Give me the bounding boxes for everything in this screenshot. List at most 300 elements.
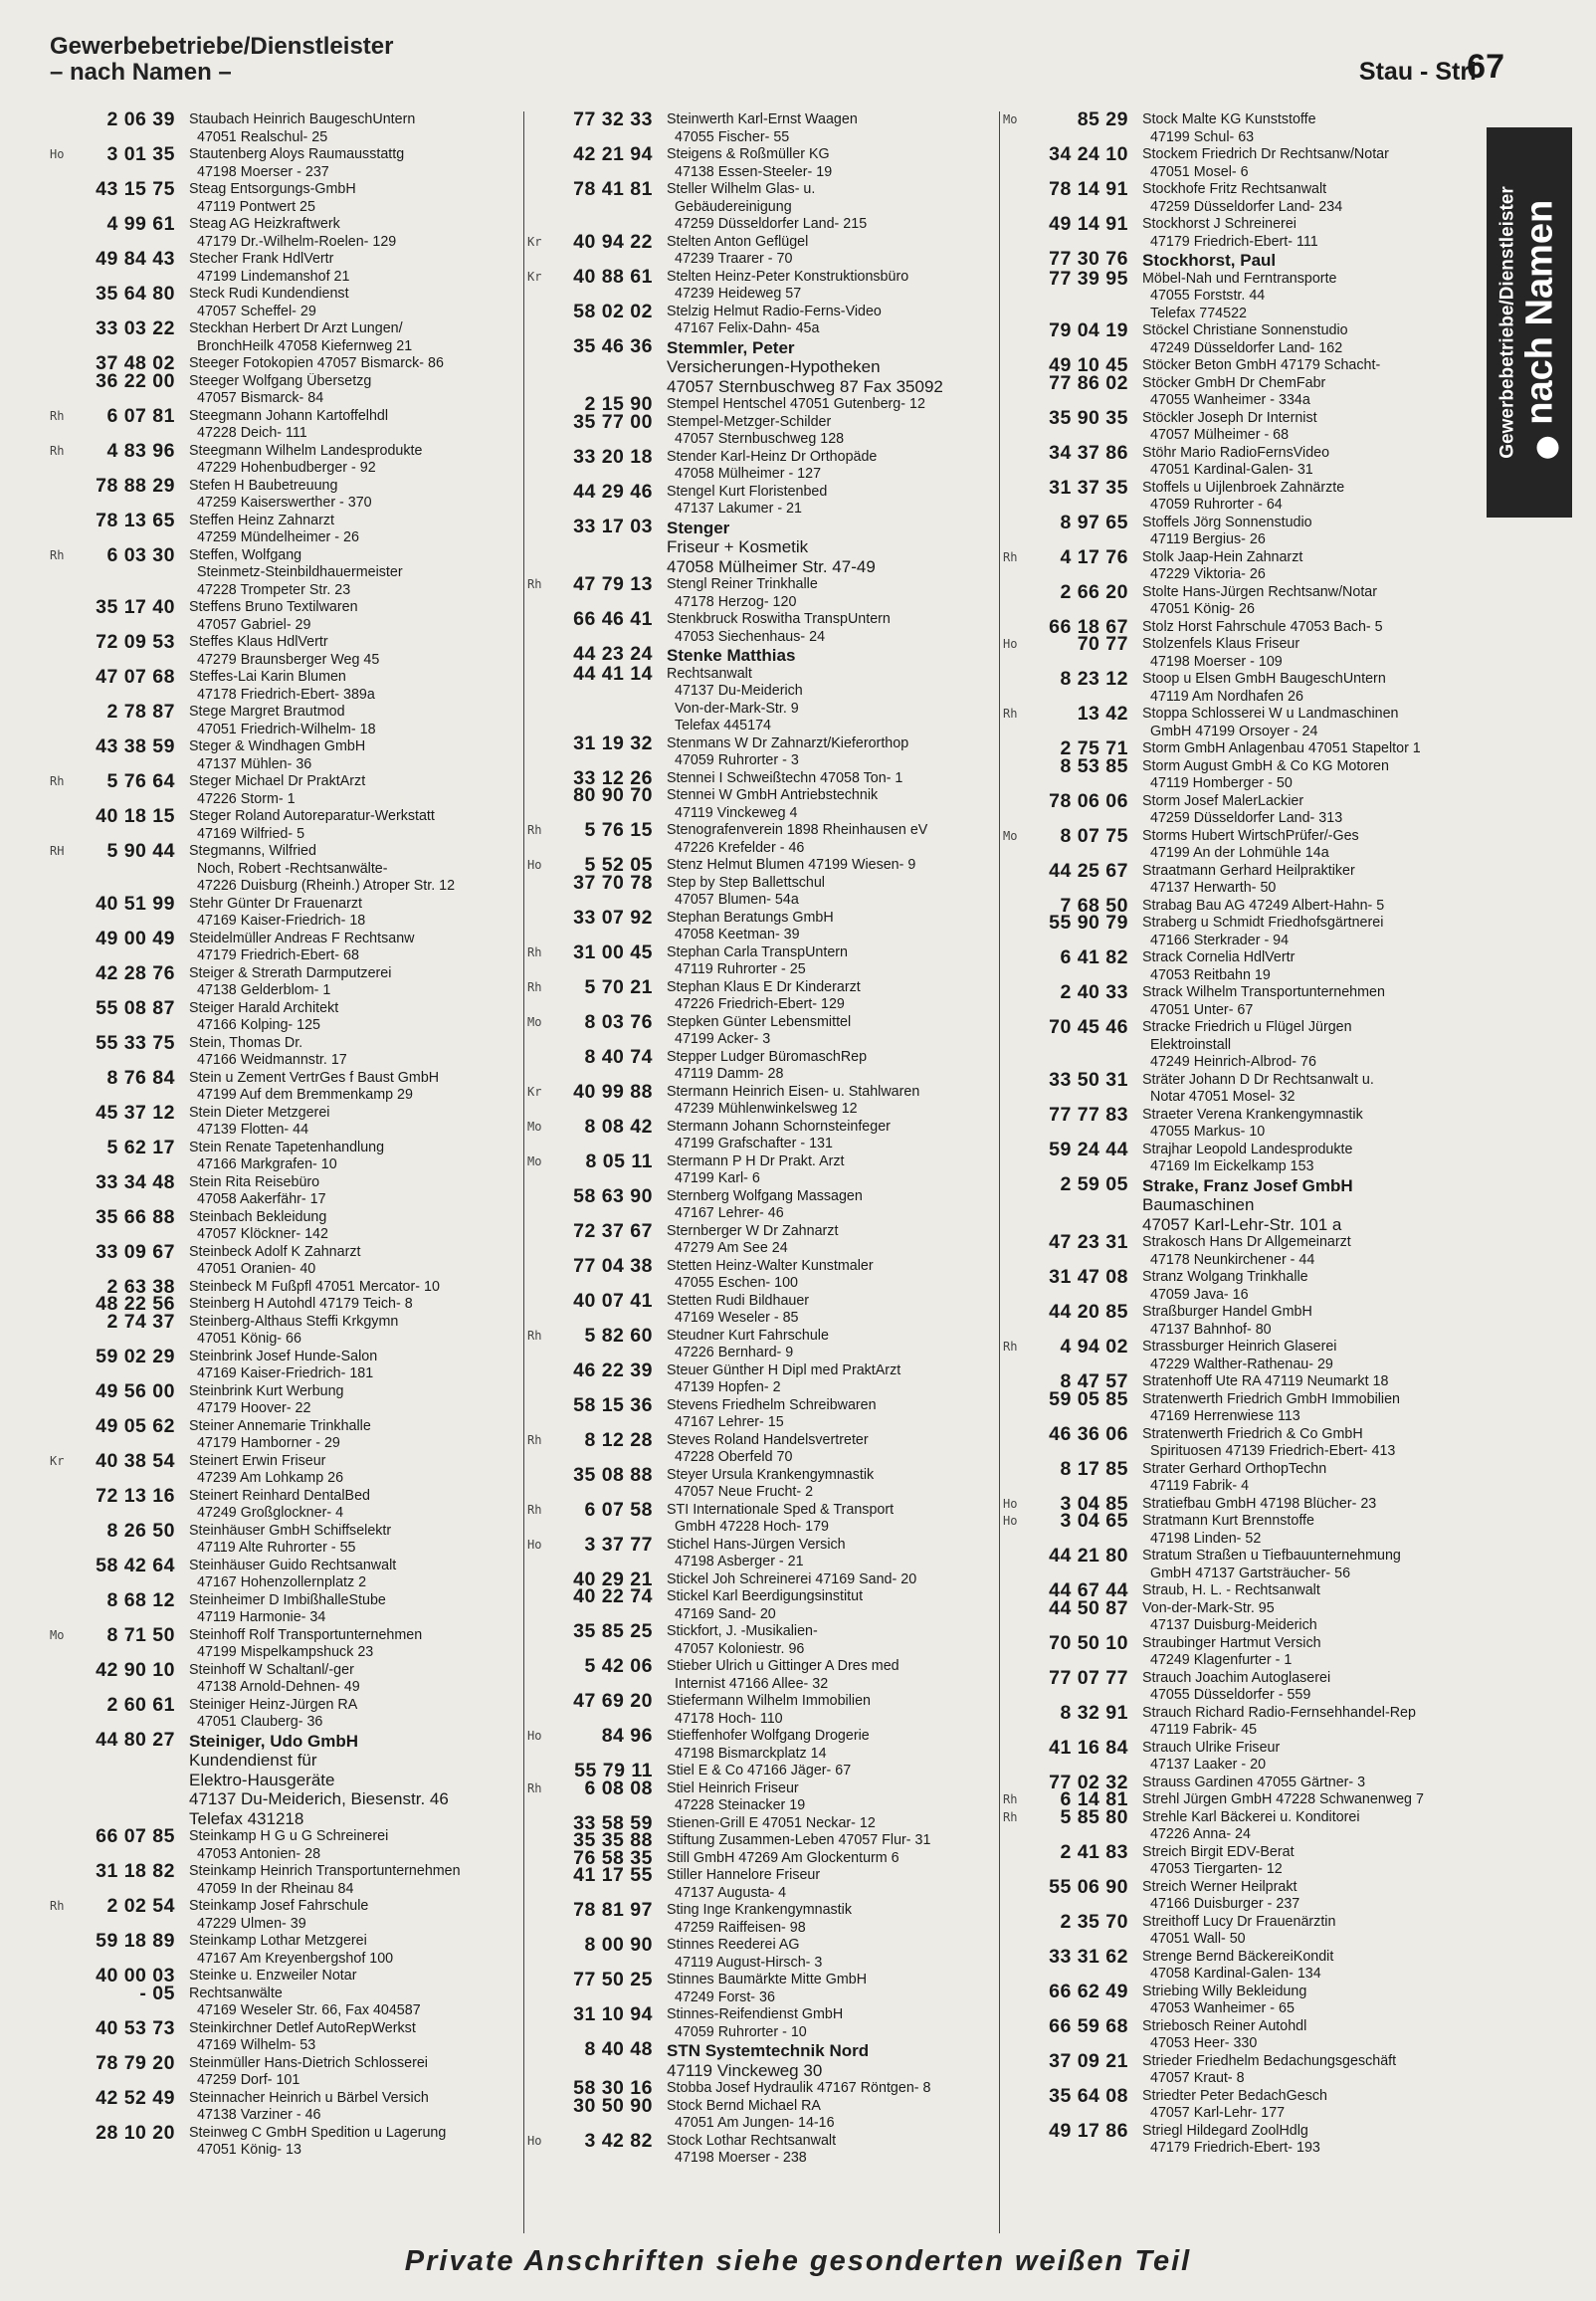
entry-name: Strassburger Heinrich Glaserei <box>1142 1339 1337 1355</box>
entry-detail: 47169 Sand- 20 <box>675 1605 776 1622</box>
directory-entry <box>1003 441 1469 480</box>
entry-name: Steffes Klaus HdlVertr <box>189 634 328 650</box>
entry-detail: 47059 Ruhrorter - 64 <box>1150 497 1283 513</box>
directory-entry <box>527 1428 993 1467</box>
entry-detail: Internist 47166 Allee- 32 <box>675 1675 829 1692</box>
entry-name: Stenger <box>667 518 730 537</box>
directory-entry <box>527 941 993 979</box>
page-number: 67 <box>1467 48 1504 86</box>
phone-number: 79 04 19 <box>1049 319 1128 341</box>
phone-number: 42 21 94 <box>573 143 653 165</box>
entry-name: Strehle Karl Bäckerei u. Konditorei <box>1142 1808 1360 1825</box>
entry-text <box>1142 1107 1469 1142</box>
entry-name: Steigens & Roßmüller KG <box>667 146 830 162</box>
phone-number: 3 42 82 <box>584 2129 653 2152</box>
district-code <box>527 1188 561 1223</box>
entry-name: Sting Inge Krankengymnastik <box>667 1902 852 1918</box>
entry-text <box>189 1244 515 1279</box>
entry-text <box>189 1314 515 1349</box>
district-code <box>1003 1019 1037 1072</box>
section-title <box>50 34 393 86</box>
entry-text <box>1142 2123 1469 2158</box>
directory-entry <box>50 666 515 704</box>
phone-number: 35 08 88 <box>573 1463 653 1486</box>
entry-name: Stennei W GmbH Antriebstechnik <box>667 787 879 803</box>
phone-number: 3 04 65 <box>1060 1510 1128 1532</box>
entry-name: Steinheimer D ImbißhalleStube <box>189 1591 386 1608</box>
district-code: Ho <box>527 2133 542 2148</box>
phone-number: 8 97 65 <box>1060 511 1128 533</box>
district-code <box>50 355 84 373</box>
directory-entry <box>1003 1138 1469 1176</box>
entry-detail: 47169 Herrenwiese 113 <box>1150 1408 1300 1424</box>
directory-entry <box>50 509 515 547</box>
phone-number: 2 63 38 <box>106 1275 175 1298</box>
phone-number: 3 04 85 <box>1060 1492 1128 1515</box>
phone-number: 72 37 67 <box>573 1219 653 1242</box>
phone-number: 48 22 56 <box>96 1293 175 1315</box>
entry-text <box>189 1105 515 1140</box>
directory-entry <box>1003 1510 1469 1548</box>
entry-detail: 47119 Vinckeweg 4 <box>675 804 798 821</box>
entry-detail: 47137 Herwarth- 50 <box>1150 880 1277 896</box>
entry-text <box>1142 1234 1469 1269</box>
directory-entry <box>1003 511 1469 549</box>
entry-text <box>1142 1513 1469 1548</box>
entry-name: Steger & Windhagen GmbH <box>189 738 366 754</box>
entry-name: Stichel Hans-Jürgen Versich <box>667 1536 846 1553</box>
entry-name: Step by Step Ballettschul <box>667 874 825 891</box>
entry-text <box>667 1815 993 1833</box>
directory-entry <box>1003 1631 1469 1670</box>
district-code: Mo <box>527 1014 542 1029</box>
directory-entry <box>527 819 993 857</box>
phone-number: 33 34 48 <box>96 1170 175 1193</box>
district-code <box>1003 1635 1037 1670</box>
entry-name: Stenz Helmut Blumen 47199 Wiesen- 9 <box>667 857 916 873</box>
phone-number: 3 01 35 <box>106 143 175 165</box>
phone-number: 35 17 40 <box>96 596 175 618</box>
directory-entry <box>1003 108 1469 146</box>
district-code: Rh <box>527 1502 542 1517</box>
directory-entry <box>527 1150 993 1188</box>
district-code <box>50 808 84 843</box>
district-code <box>50 1523 84 1558</box>
district-code <box>527 1258 561 1293</box>
directory-entry <box>50 143 515 181</box>
phone-number: 33 12 26 <box>573 766 653 789</box>
phone-number: 66 07 85 <box>96 1825 175 1847</box>
entry-name: Stockhorst, Paul <box>1142 251 1277 270</box>
directory-entry <box>1003 912 1469 949</box>
district-code <box>1003 1391 1037 1426</box>
entry-text <box>189 2020 515 2055</box>
phone-number: 4 83 96 <box>106 439 175 462</box>
phone-number: 35 77 00 <box>573 410 653 433</box>
district-code <box>1003 1461 1037 1496</box>
entry-detail: 47059 Ruhrorter - 3 <box>675 752 799 768</box>
entry-text <box>1142 1176 1469 1235</box>
directory-entry <box>50 1449 515 1488</box>
directory-entry <box>1003 1596 1469 1635</box>
entry-detail: Elektroinstall <box>1150 1036 1232 1053</box>
entry-text <box>667 1467 993 1502</box>
entry-text <box>667 1293 993 1328</box>
entry-name: Strauss Gardinen 47055 Gärtner- 3 <box>1142 1774 1366 1790</box>
phone-number: 2 60 61 <box>106 1693 175 1716</box>
directory-entry <box>527 1254 993 1293</box>
entry-name: Storm August GmbH & Co KG Motoren <box>1142 757 1389 774</box>
phone-number: 31 18 82 <box>96 1860 175 1882</box>
directory-entry <box>527 2094 993 2133</box>
entry-name: Stevens Friedhelm Schreibwaren <box>667 1396 877 1413</box>
phone-number: 33 20 18 <box>573 445 653 468</box>
entry-text <box>667 666 993 735</box>
phone-number: 33 58 59 <box>573 1811 653 1834</box>
phone-number: 5 42 06 <box>584 1655 653 1677</box>
entry-name: Stein u Zement VertrGes f Baust GmbH <box>189 1069 440 1086</box>
entry-name: Stephan Klaus E Dr Kinderarzt <box>667 978 861 995</box>
entry-detail: 47169 Im Eickelkamp 153 <box>1150 1158 1314 1174</box>
directory-entry <box>527 1463 993 1502</box>
district-code <box>50 1244 84 1279</box>
phone-number: 31 47 08 <box>1049 1266 1128 1288</box>
entry-name: Steffes-Lai Karin Blumen <box>189 669 346 685</box>
directory-entry <box>527 1080 993 1119</box>
phone-number: 8 05 11 <box>585 1150 653 1172</box>
entry-detail: 47137 Du-Meiderich, Biesenstr. 46 <box>189 1789 449 1808</box>
entry-text <box>1142 1705 1469 1740</box>
directory-entry <box>50 961 515 1000</box>
entry-detail: Steinmetz-Steinbildhauermeister <box>197 564 403 580</box>
entry-name: Stratenhoff Ute RA 47119 Neumarkt 18 <box>1142 1373 1389 1389</box>
directory-entry <box>1003 1387 1469 1426</box>
entry-name: Storm Josef MalerLackier <box>1142 792 1304 809</box>
phone-number: 40 29 21 <box>573 1568 653 1590</box>
phone-number: 58 02 02 <box>573 300 653 322</box>
entry-name: Rechtsanwalt <box>667 665 752 682</box>
phone-number: 5 82 60 <box>584 1324 653 1347</box>
district-code <box>50 1697 84 1732</box>
phone-number: 2 78 87 <box>106 701 175 723</box>
entry-name: Möbel-Nah und Ferntransporte <box>1142 270 1337 287</box>
phone-number: 40 53 73 <box>96 2016 175 2039</box>
entry-name: Stinnes Reederei AG <box>667 1937 800 1953</box>
entry-text <box>189 965 515 1000</box>
directory-entry <box>527 1655 993 1693</box>
entry-name: Staubach Heinrich BaugeschUntern <box>189 111 416 127</box>
entry-detail: 47167 Felix-Dahn- 45a <box>675 320 820 336</box>
entry-name: Stolte Hans-Jürgen Rechtsanw/Notar <box>1142 583 1378 600</box>
entry-text <box>1142 619 1469 637</box>
entry-detail: 47057 Karl-Lehr- 177 <box>1150 2105 1286 2121</box>
directory-entry <box>527 300 993 338</box>
entry-text <box>667 1502 993 1537</box>
district-code <box>527 396 561 414</box>
phone-number: 44 80 27 <box>96 1728 175 1751</box>
district-code <box>1003 375 1037 410</box>
entry-name: Stepken Günter Lebensmittel <box>667 1013 852 1030</box>
entry-text <box>1142 375 1469 410</box>
entry-text <box>667 1258 993 1293</box>
entry-text <box>1142 216 1469 251</box>
phone-number: 40 38 54 <box>96 1449 175 1472</box>
entry-text <box>189 146 515 181</box>
district-code <box>50 478 84 513</box>
entry-name: Steinberg H Autohdl 47179 Teich- 8 <box>189 1296 413 1312</box>
phone-number: 44 67 44 <box>1049 1579 1128 1601</box>
directory-entry <box>50 927 515 965</box>
directory-entry <box>50 369 515 408</box>
phone-number: 31 19 32 <box>573 732 653 754</box>
directory-entry <box>1003 267 1469 323</box>
phone-number: 40 94 22 <box>573 230 653 253</box>
district-code <box>1003 863 1037 898</box>
phone-number: - 05 <box>139 1982 175 2004</box>
entry-text <box>667 735 993 770</box>
district-code <box>50 286 84 320</box>
entry-text <box>189 408 515 443</box>
directory-entry <box>527 1010 993 1049</box>
directory-entry <box>1003 1736 1469 1775</box>
entry-text <box>1142 1548 1469 1582</box>
district-code <box>527 146 561 181</box>
entry-name: Steinhäuser Guido Rechtsanwalt <box>189 1557 397 1573</box>
entry-name: Stetten Heinz-Walter Kunstmaler <box>667 1257 874 1274</box>
entry-detail: GmbH 47228 Hoch- 179 <box>675 1519 829 1535</box>
phone-number: 6 08 08 <box>584 1777 653 1799</box>
entry-text <box>1142 357 1469 375</box>
entry-detail: 47059 Ruhrorter - 10 <box>675 2023 807 2040</box>
district-code <box>50 1863 84 1898</box>
entry-detail: 47169 Kaiser-Friedrich- 18 <box>197 913 366 929</box>
entry-detail: 47055 Fischer- 55 <box>675 128 790 145</box>
phone-number: 5 85 80 <box>1060 1805 1128 1828</box>
entry-name: Strater Gerhard OrthopTechn <box>1142 1460 1327 1477</box>
directory-entry <box>1003 633 1469 671</box>
entry-text <box>667 1188 993 1223</box>
entry-detail: 47259 Raiffeisen- 98 <box>675 1919 806 1936</box>
entry-text <box>667 1728 993 1763</box>
district-code <box>527 449 561 484</box>
phone-number: 8 03 76 <box>584 1010 653 1033</box>
district-code <box>50 1140 84 1174</box>
phone-number: 47 69 20 <box>573 1690 653 1712</box>
phone-number: 33 31 62 <box>1049 1945 1128 1968</box>
directory-entry <box>527 1498 993 1537</box>
phone-number: 77 77 83 <box>1049 1103 1128 1126</box>
entry-detail: 47166 Weidmannstr. 17 <box>197 1052 347 1068</box>
district-code <box>527 111 561 146</box>
entry-name: Steinbeck M Fußpfl 47051 Mercator- 10 <box>189 1278 440 1295</box>
entry-text <box>189 181 515 216</box>
phone-number: 8 08 42 <box>584 1115 653 1138</box>
directory-entry <box>527 975 993 1014</box>
directory-entry <box>527 1289 993 1328</box>
district-code <box>50 181 84 216</box>
entry-name: Stege Margret Brautmod <box>189 704 345 720</box>
entry-detail: 47179 Dr.-Wilhelm-Roelen- 129 <box>197 233 397 250</box>
entry-detail: 47229 Walther-Rathenau- 29 <box>1150 1356 1333 1372</box>
district-code <box>527 1397 561 1432</box>
entry-name: Straatmann Gerhard Heilpraktiker <box>1142 862 1355 879</box>
entry-text <box>1142 949 1469 984</box>
entry-text <box>1142 740 1469 758</box>
entry-text <box>1142 1269 1469 1304</box>
entry-detail: 47226 Duisburg (Rheinh.) Atroper Str. 12 <box>197 878 456 894</box>
directory-entry <box>50 2086 515 2125</box>
entry-name: Stockem Friedrich Dr Rechtsanw/Notar <box>1142 146 1389 162</box>
directory-entry <box>1003 1172 1469 1235</box>
directory-entry <box>50 1240 515 1279</box>
district-code <box>1003 216 1037 251</box>
entry-text <box>189 1453 515 1488</box>
entry-detail: 47051 König- 26 <box>1150 601 1255 617</box>
directory-entry <box>527 1864 993 1902</box>
entry-name: Striebosch Reiner Autohdl <box>1142 2017 1307 2034</box>
entry-text <box>189 1383 515 1418</box>
district-code <box>1003 146 1037 181</box>
phone-number: 77 50 25 <box>573 1969 653 1990</box>
phone-number: 2 41 83 <box>1060 1840 1128 1863</box>
phone-number: 8 76 84 <box>106 1066 175 1089</box>
entry-detail: 47119 Bergius- 26 <box>1150 531 1266 547</box>
entry-detail: Notar 47051 Mosel- 32 <box>1150 1089 1296 1105</box>
entry-text <box>189 1933 515 1968</box>
phone-number: 6 07 81 <box>106 404 175 427</box>
entry-name: Stock Bernd Michael RA <box>667 2097 821 2114</box>
district-code <box>1003 1600 1037 1635</box>
entry-detail: Gebäudereinigung <box>675 198 792 215</box>
directory-entry <box>1003 703 1469 740</box>
entry-detail: 47279 Am See 24 <box>675 1240 788 1256</box>
entry-text <box>667 1867 993 1902</box>
entry-name: Steves Roland Handelsvertreter <box>667 1431 869 1448</box>
district-code <box>50 373 84 408</box>
entry-name: Straßburger Handel GmbH <box>1142 1304 1312 1320</box>
phone-number: 77 30 76 <box>1049 248 1128 270</box>
phone-number: 35 35 88 <box>573 1829 653 1851</box>
directory-entry <box>1003 946 1469 984</box>
entry-detail: 47057 Kraut- 8 <box>1150 2070 1245 2086</box>
entry-name: Strajhar Leopold Landesprodukte <box>1142 1141 1353 1157</box>
entry-detail: Elektro-Hausgeräte <box>189 1770 335 1789</box>
entry-detail: 47057 Klöckner- 142 <box>197 1226 328 1242</box>
directory-entry <box>527 1184 993 1223</box>
directory-entry <box>1003 981 1469 1019</box>
entry-name: Stoffels Jörg Sonnenstudio <box>1142 514 1312 530</box>
directory-entry <box>527 784 993 822</box>
entry-detail: 47137 Lakumer - 21 <box>675 501 802 517</box>
entry-text <box>189 1898 515 1933</box>
entry-text <box>1142 863 1469 898</box>
entry-text <box>189 1279 515 1297</box>
entry-detail: 47059 In der Rheinau 84 <box>197 1880 354 1897</box>
phone-number: 2 15 90 <box>584 393 653 415</box>
entry-text <box>667 944 993 979</box>
entry-name: Stenografenverein 1898 Rheinhausen eV <box>667 822 928 838</box>
listing-column-2 <box>527 108 993 2168</box>
directory-entry <box>50 1658 515 1697</box>
district-code <box>1003 1844 1037 1879</box>
entry-detail: 47138 Varziner - 46 <box>197 2107 321 2123</box>
entry-detail: 47178 Herzog- 120 <box>675 593 797 610</box>
phone-number: 33 50 31 <box>1049 1068 1128 1091</box>
entry-text <box>189 111 515 146</box>
directory-entry <box>527 608 993 646</box>
entry-text <box>1142 1461 1469 1496</box>
district-code <box>527 787 561 822</box>
directory-entry <box>527 480 993 519</box>
entry-text <box>667 1623 993 1658</box>
entry-name: Steinbrink Josef Hunde-Salon <box>189 1348 378 1364</box>
entry-detail: 47137 Bahnhof- 80 <box>1150 1321 1272 1338</box>
entry-name: Steidelmüller Andreas F Rechtsanw <box>189 930 415 946</box>
entry-name: Stratenwerth Friedrich & Co GmbH <box>1142 1425 1363 1442</box>
directory-entry <box>50 1345 515 1383</box>
district-code <box>527 2098 561 2133</box>
entry-name: Steegmann Wilhelm Landesprodukte <box>189 442 423 459</box>
entry-text <box>667 1537 993 1571</box>
directory-entry <box>1003 1231 1469 1269</box>
entry-text <box>189 1697 515 1732</box>
entry-detail: 47198 Linden- 52 <box>1150 1530 1262 1547</box>
entry-detail: 47178 Friedrich-Ebert- 389a <box>197 686 375 703</box>
district-code: Rh <box>527 823 542 837</box>
phone-number: 58 63 90 <box>573 1184 653 1207</box>
district-code <box>50 634 84 669</box>
entry-text <box>189 773 515 808</box>
district-code: Kr <box>527 269 542 284</box>
entry-name: Steffen, Wolfgang <box>189 546 302 563</box>
entry-name: Steinbach Bekleidung <box>189 1208 327 1225</box>
district-code <box>50 1828 84 1863</box>
directory-entry <box>50 543 515 600</box>
district-code: Ho <box>527 858 542 872</box>
phone-number: 30 50 90 <box>573 2094 653 2117</box>
directory-entry <box>527 230 993 269</box>
phone-number: 2 74 37 <box>106 1310 175 1333</box>
alphabet-range: Stau - Stri <box>1358 58 1477 86</box>
entry-text <box>189 216 515 251</box>
entry-name: Stempel-Metzger-Schilder <box>667 413 832 430</box>
phone-number: 77 86 02 <box>1049 371 1128 394</box>
entry-name: Stöhr Mario RadioFernsVideo <box>1142 444 1330 461</box>
entry-name: Stegmanns, Wilfried <box>189 843 316 859</box>
phone-number: 35 66 88 <box>96 1205 175 1228</box>
entry-detail: 47137 Laaker - 20 <box>1150 1757 1267 1773</box>
district-code <box>527 2041 561 2080</box>
entry-detail: 47119 Ruhrorter - 25 <box>675 961 806 977</box>
district-code <box>527 1972 561 2006</box>
entry-name: Stickel Joh Schreinerei 47169 Sand- 20 <box>667 1570 917 1587</box>
district-code <box>527 414 561 449</box>
entry-detail: 47055 Forststr. 44 <box>1150 288 1266 304</box>
district-code <box>50 1488 84 1523</box>
entry-text <box>667 2080 993 2098</box>
directory-entry <box>1003 213 1469 251</box>
entry-text <box>667 1223 993 1258</box>
entry-name: Sträter Johann D Dr Rechtsanwalt u. <box>1142 1071 1374 1088</box>
entry-name: Stautenberg Aloys Raumausstattg <box>189 146 405 162</box>
directory-entry <box>50 108 515 146</box>
directory-entry <box>527 178 993 234</box>
phone-number: 8 68 12 <box>106 1588 175 1611</box>
entry-text <box>1142 181 1469 216</box>
entry-detail: Telefax 774522 <box>1150 305 1247 321</box>
directory-entry <box>527 108 993 146</box>
district-code: Rh <box>50 774 65 788</box>
